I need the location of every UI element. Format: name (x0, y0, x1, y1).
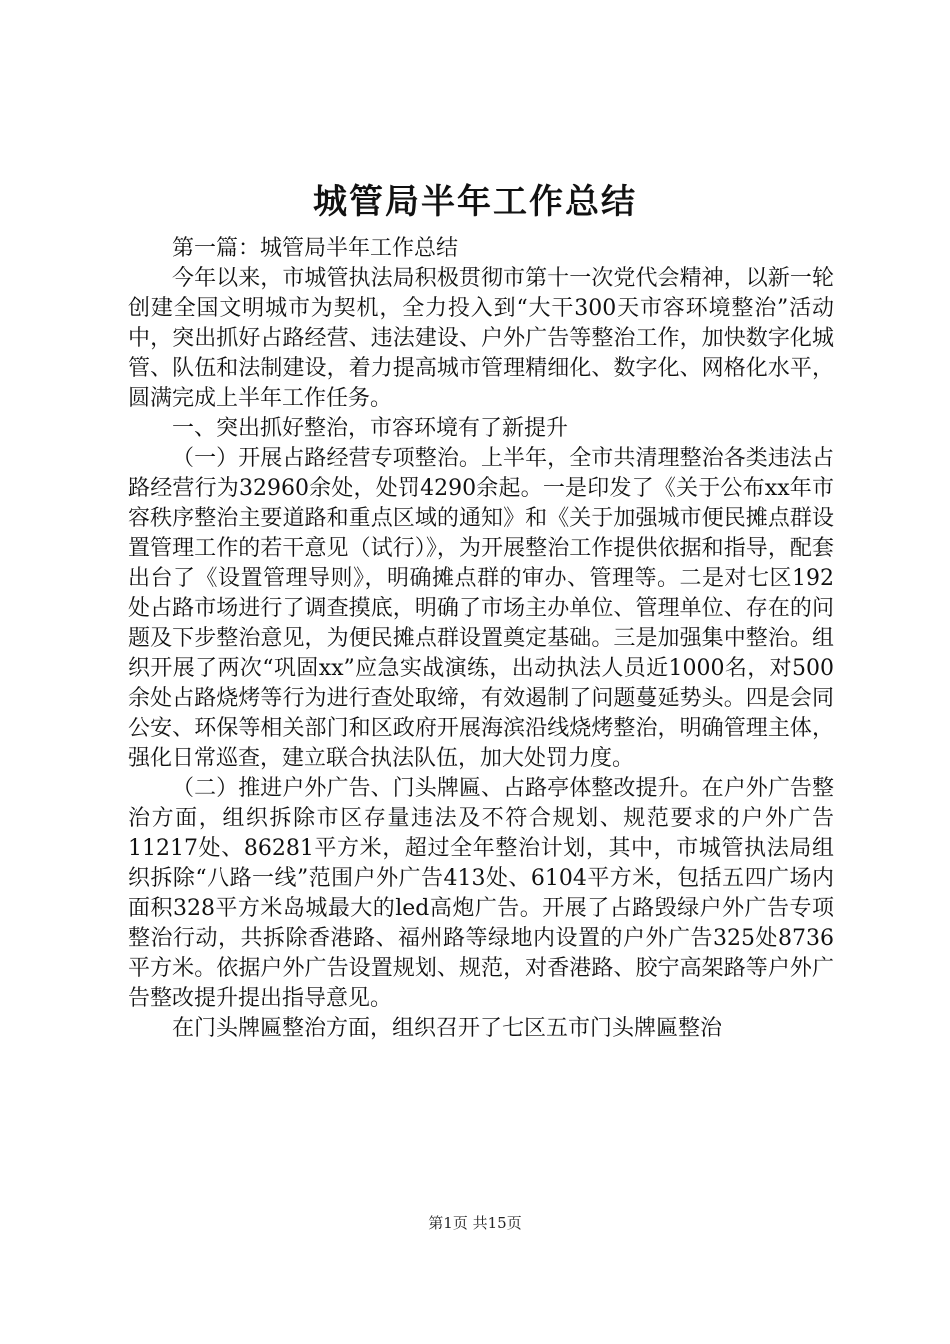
page-number: 第1页 共15页 (428, 1214, 522, 1232)
paragraph-subtitle: 第一篇：城管局半年工作总结 (172, 236, 459, 261)
paragraph-section-1-1: （一）开展占路经营专项整治。上半年，全市共清理整治各类违法占路经营行为32960余处，处罚4290余起。一是印发了《关于公布xx年市容秩序整治主要道路和重点区域的通知》和《关于加强城市便民摊点群设置管理工作的若干意见（试行）》，为开展整治工作提供依据和指导，配套出台了《设置管理导则》，明确摊点群的审办、管理等。二是对七区192处占路市场进行了调查摸底，明确了市场主办单位、管理单位、存在的问题及下步整治意见，为便民摊点群设置奠定基础。三是加强集中整治。组织开展了两次“巩固xx”应急实战演练，出动执法人员近1000名，对500余处占路烧烤等行为进行查处取缔，有效遏制了问题蔓延势头。四是会同公安、环保等相关部门和区政府开展海滨沿线烧烤整治，明确管理主体，强化日常巡查，建立联合执法队伍，加大处罚力度。 (128, 446, 834, 771)
paragraph-section-1-2: （二）推进户外广告、门头牌匾、占路亭体整改提升。在户外广告整治方面，组织拆除市区存量违法及不符合规划、规范要求的户外广告11217处、86281平方米，超过全年整治计划，其中，市城管执法局组织拆除“八路一线”范围户外广告413处、6104平方米，包括五四广场内面积328平方米岛城最大的led高炮广告。开展了占路毁绿户外广告专项整治行动，共拆除香港路、福州路等绿地内设置的户外广告325处8736平方米。依据户外广告设置规划、规范，对香港路、胶宁高架路等户外广告整改提升提出指导意见。 (128, 776, 834, 1011)
paragraph-intro: 今年以来，市城管执法局积极贯彻市第十一次党代会精神，以新一轮创建全国文明城市为契机，全力投入到“大干300天市容环境整治”活动中，突出抓好占路经营、违法建设、户外广告等整治工作，加快数字化城管、队伍和法制建设，着力提高城市管理精细化、数字化、网格化水平，圆满完成上半年工作任务。 (128, 266, 834, 411)
section-heading-1: 一、突出抓好整治，市容环境有了新提升 (172, 416, 569, 441)
document-body (128, 234, 834, 1044)
paragraph-signage: 在门头牌匾整治方面，组织召开了七区五市门头牌匾整治 (172, 1016, 723, 1041)
document-title: 城管局半年工作总结 (313, 182, 637, 222)
